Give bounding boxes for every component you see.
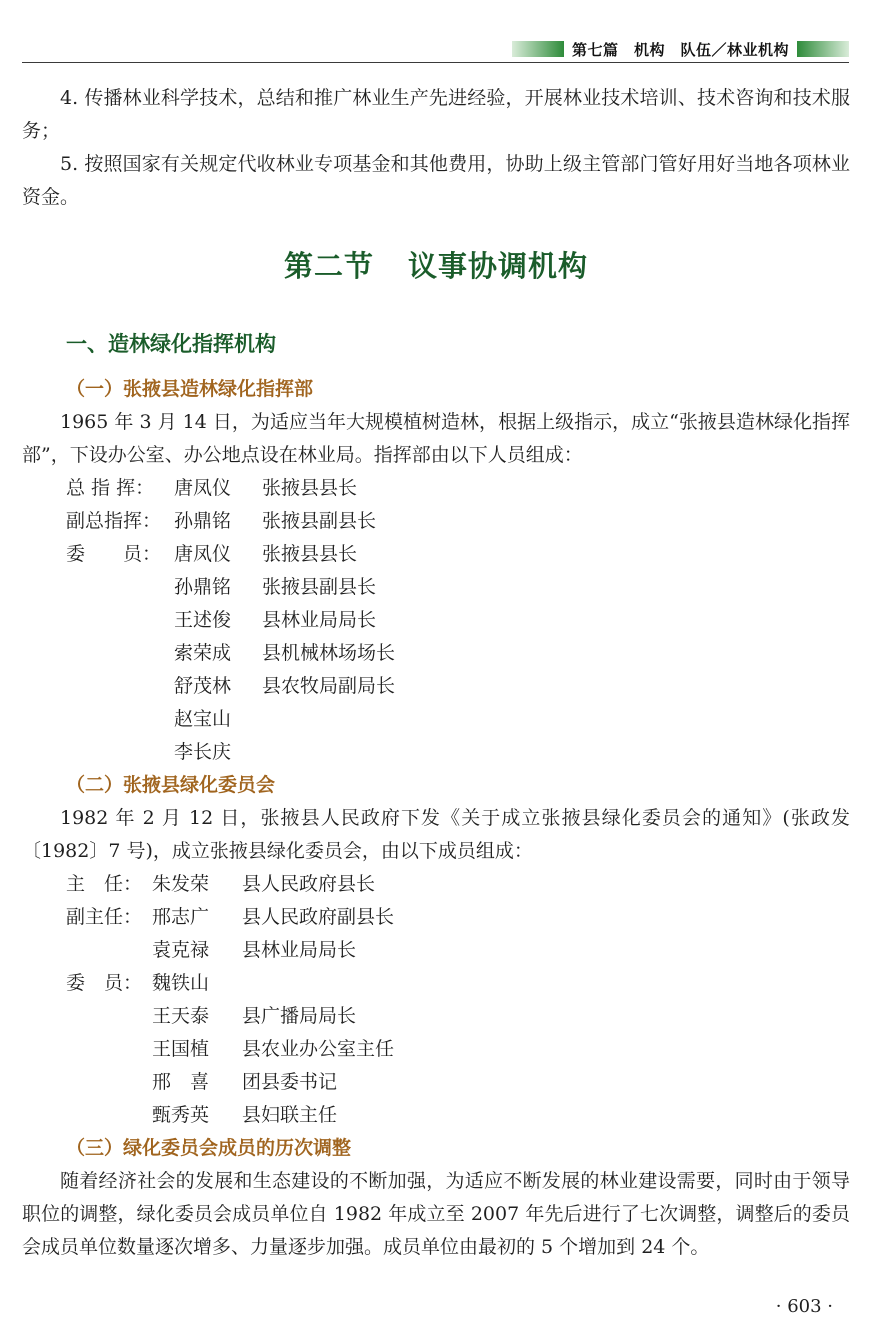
member-row — [22, 1033, 850, 1066]
member-post: 张掖县县长 — [262, 543, 358, 565]
page-content — [22, 82, 850, 1264]
member-name: 袁克禄 — [152, 939, 210, 961]
member-post: 县农业办公室主任 — [242, 1038, 395, 1060]
member-name: 赵宝山 — [174, 708, 232, 730]
member-row — [22, 868, 850, 901]
header-rule — [22, 62, 849, 63]
member-row — [22, 703, 850, 736]
command-office-paragraph: 1965 年 3 月 14 日，为适应当年大规模植树造林，根据上级指示，成立“张掖县造林绿化指挥部”，下设办公室、办公地点设在林业局。指挥部由以下人员组成： — [22, 411, 850, 466]
section-number: 第二节 — [283, 249, 374, 283]
heading-afforestation-command: 一、造林绿化指挥机构 — [66, 332, 276, 356]
member-role — [22, 1033, 152, 1066]
member-role: 副主任： — [66, 906, 143, 928]
member-row — [22, 571, 850, 604]
member-row — [22, 901, 850, 934]
member-post: 县林业局局长 — [262, 609, 377, 631]
member-name: 唐凤仪 — [174, 477, 232, 499]
member-name: 孙鼎铭 — [174, 510, 232, 532]
command-members-list — [22, 472, 850, 769]
member-post: 县机械林场场长 — [262, 642, 396, 664]
member-name: 邢 喜 — [152, 1071, 210, 1093]
member-role — [22, 703, 174, 736]
intro-paragraph-4: 4. 传播林业科学技术，总结和推广林业生产先进经验，开展林业技术培训、技术咨询和技术服务； — [22, 87, 850, 142]
member-role — [22, 1066, 152, 1099]
member-name: 舒茂林 — [174, 675, 232, 697]
member-name: 甄秀英 — [152, 1104, 210, 1126]
member-post: 县农牧局副局长 — [262, 675, 396, 697]
member-role — [22, 736, 174, 769]
member-name: 唐凤仪 — [174, 543, 232, 565]
member-row — [22, 670, 850, 703]
member-role: 副总指挥： — [66, 510, 162, 532]
member-row — [22, 505, 850, 538]
member-post: 张掖县副县长 — [262, 510, 377, 532]
member-name: 李长庆 — [174, 741, 232, 763]
greening-committee-paragraph: 1982 年 2 月 12 日，张掖县人民政府下发《关于成立张掖县绿化委员会的通知》(张政发〔1982〕7 号)，成立张掖县绿化委员会，由以下成员组成： — [22, 807, 850, 862]
member-row — [22, 1000, 850, 1033]
member-row — [22, 538, 850, 571]
section-title — [22, 244, 850, 285]
member-name: 魏铁山 — [152, 972, 210, 994]
member-post: 县林业局局长 — [242, 939, 357, 961]
member-role: 总 指 挥： — [66, 477, 155, 499]
member-role — [22, 571, 174, 604]
committee-members-list — [22, 868, 850, 1132]
member-role — [22, 1000, 152, 1033]
member-name: 朱发荣 — [152, 873, 210, 895]
member-name: 邢志广 — [152, 906, 210, 928]
member-name: 孙鼎铭 — [174, 576, 232, 598]
member-row — [22, 934, 850, 967]
page-number: · 603 · — [775, 1296, 833, 1317]
member-role — [22, 934, 152, 967]
member-name: 王述俊 — [174, 609, 232, 631]
member-post: 团县委书记 — [242, 1071, 338, 1093]
subheading-committee-adjustments: （三）绿化委员会成员的历次调整 — [66, 1137, 352, 1159]
member-row — [22, 1099, 850, 1132]
member-post: 张掖县副县长 — [262, 576, 377, 598]
header-right-bar — [797, 41, 849, 57]
member-post: 县妇联主任 — [242, 1104, 338, 1126]
running-header — [22, 38, 849, 64]
member-role: 主 任： — [66, 873, 143, 895]
member-role: 委 员： — [66, 543, 162, 565]
member-row — [22, 967, 850, 1000]
member-role — [22, 670, 174, 703]
subheading-greening-committee: （二）张掖县绿化委员会 — [66, 774, 276, 796]
member-row — [22, 604, 850, 637]
member-post: 县人民政府副县长 — [242, 906, 395, 928]
member-role: 委 员： — [66, 972, 143, 994]
header-left-bar — [512, 41, 564, 57]
member-post: 县广播局局长 — [242, 1005, 357, 1027]
member-role — [22, 637, 174, 670]
member-row — [22, 1066, 850, 1099]
member-role — [22, 604, 174, 637]
member-post: 县人民政府县长 — [242, 873, 376, 895]
header-title: 第七篇 机构 队伍／林业机构 — [571, 40, 789, 59]
header-title-bar — [512, 40, 849, 58]
member-row — [22, 736, 850, 769]
member-name: 王国植 — [152, 1038, 210, 1060]
member-row — [22, 472, 850, 505]
intro-paragraph-5: 5. 按照国家有关规定代收林业专项基金和其他费用，协助上级主管部门管好用好当地各项林业资金。 — [22, 153, 850, 208]
member-name: 王天泰 — [152, 1005, 210, 1027]
subheading-command-office: （一）张掖县造林绿化指挥部 — [66, 378, 314, 400]
committee-adjustments-paragraph: 随着经济社会的发展和生态建设的不断加强，为适应不断发展的林业建设需要，同时由于领导职位的调整，绿化委员会成员单位自 1982 年成立至 2007 年先后进行了七次调整，调整后的委员会成员单位数量逐次增多、力量逐步加强。成员单位由最初的 5 个增加到 24 个。 — [22, 1170, 850, 1258]
section-name: 议事协调机构 — [408, 249, 589, 283]
member-role — [22, 1099, 152, 1132]
member-name: 索荣成 — [174, 642, 232, 664]
member-post: 张掖县县长 — [262, 477, 358, 499]
member-row — [22, 637, 850, 670]
